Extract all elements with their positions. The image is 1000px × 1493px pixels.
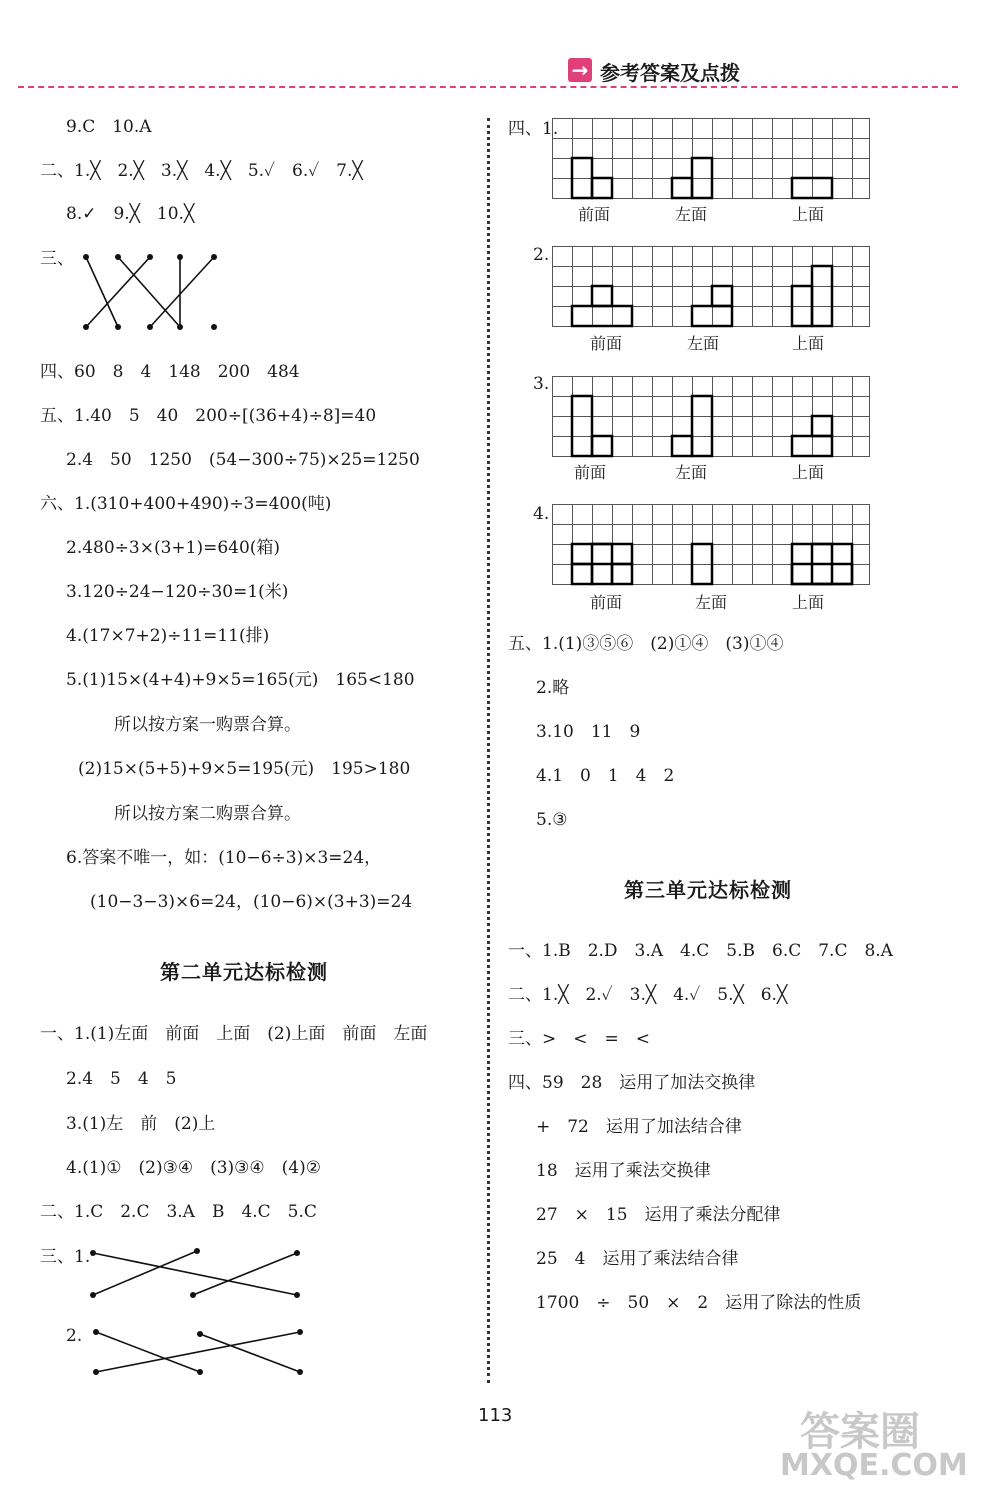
answer-line: (10−3−3)×6=24，(10−6)×(3+3)=24 <box>90 892 413 912</box>
answer-line: + 72 运用了加法结合律 <box>536 1117 742 1137</box>
answer-line: 四、60 8 4 148 200 484 <box>40 362 300 382</box>
answer-line: 2. <box>66 1326 83 1346</box>
answer-line: 一、1.(1)左面 前面 上面 (2)上面 前面 左面 <box>40 1024 428 1044</box>
answer-line: 二、1.C 2.C 3.A B 4.C 5.C <box>40 1202 317 1222</box>
view-label-left: 左面 <box>695 593 728 612</box>
answer-line: 25 4 运用了乘法结合律 <box>536 1249 739 1269</box>
page-number: 113 <box>478 1405 513 1426</box>
question-label: 四、1. <box>508 119 559 139</box>
answer-line: 2.略 <box>536 678 570 698</box>
view-label-front: 前面 <box>578 205 611 224</box>
view-label-left: 左面 <box>675 463 708 482</box>
header-title: 参考答案及点拨 <box>600 61 740 85</box>
answer-line: 8.✓ 9.╳ 10.╳ <box>66 204 195 224</box>
view-label-top: 上面 <box>792 205 825 224</box>
answer-line: 5.(1)15×(4+4)+9×5=165(元) 165<180 <box>66 670 415 690</box>
answer-line: 五、1.40 5 40 200÷[(36+4)÷8]=40 <box>40 406 377 426</box>
answer-line: 四、59 28 运用了加法交换律 <box>508 1073 756 1093</box>
view-grid-3 <box>552 376 872 458</box>
answer-line: 27 × 15 运用了乘法分配律 <box>536 1205 781 1225</box>
answer-line: 2.4 5 4 5 <box>66 1069 177 1089</box>
view-grid-2 <box>552 246 872 328</box>
answer-line: 二、1.╳ 2.╳ 3.╳ 4.╳ 5.✓ 6.✓ 7.╳ <box>40 161 363 181</box>
column-divider <box>487 118 490 1383</box>
answer-line: 所以按方案二购票合算。 <box>114 804 301 824</box>
answer-line: 三、 <box>40 249 74 269</box>
answer-line: 所以按方案一购票合算。 <box>114 715 301 735</box>
watermark-logo: 答案圈 <box>800 1409 920 1455</box>
matching-diagram <box>85 1245 310 1305</box>
unit3-title: 第三单元达标检测 <box>624 878 792 902</box>
view-grid-4 <box>552 504 872 586</box>
answer-line: 4.1 0 1 4 2 <box>536 766 675 786</box>
answer-line: 4.(17×7+2)÷11=11(排) <box>66 626 270 646</box>
answer-line: 6.答案不唯一，如：(10−6÷3)×3=24， <box>66 848 382 868</box>
view-label-top: 上面 <box>792 593 825 612</box>
answer-line: (2)15×(5+5)+9×5=195(元) 195>180 <box>78 759 411 779</box>
arrow-icon: → <box>568 58 592 82</box>
view-label-front: 前面 <box>590 593 623 612</box>
answer-line: 3.(1)左 前 (2)上 <box>66 1114 216 1134</box>
view-label-left: 左面 <box>675 205 708 224</box>
answer-line: 一、1.B 2.D 3.A 4.C 5.B 6.C 7.C 8.A <box>508 941 893 961</box>
answer-line: 2.4 50 1250 (54−300÷75)×25=1250 <box>66 450 420 470</box>
answer-line: 六、1.(310+400+490)÷3=400(吨) <box>40 494 332 514</box>
answer-line: 五、1.(1)③⑤⑥ (2)①④ (3)①④ <box>508 634 784 654</box>
answer-line: 1700 ÷ 50 × 2 运用了除法的性质 <box>536 1293 862 1313</box>
question-label: 3. <box>533 374 550 394</box>
view-label-left: 左面 <box>687 334 720 353</box>
answer-line: 4.(1)① (2)③④ (3)③④ (4)② <box>66 1158 321 1178</box>
answer-line: 2.480÷3×(3+1)=640(箱) <box>66 538 281 558</box>
view-label-front: 前面 <box>590 334 623 353</box>
answer-line: 3.10 11 9 <box>536 722 641 742</box>
answer-line: 二、1.╳ 2.✓ 3.╳ 4.✓ 5.╳ 6.╳ <box>508 985 788 1005</box>
answer-line: 18 运用了乘法交换律 <box>536 1161 711 1181</box>
view-label-top: 上面 <box>792 334 825 353</box>
question-label: 2. <box>533 245 550 265</box>
answer-line: 3.120÷24−120÷30=1(米) <box>66 582 289 602</box>
answer-line: 三、> < = < <box>508 1029 650 1049</box>
answer-line: 三、1. <box>40 1247 91 1267</box>
view-label-top: 上面 <box>792 463 825 482</box>
question-label: 4. <box>533 504 550 524</box>
header-divider <box>18 86 958 88</box>
matching-diagram <box>70 245 230 340</box>
view-grid-1 <box>552 118 872 200</box>
answer-line: 5.③ <box>536 810 568 830</box>
watermark-url: MXQE.COM <box>780 1448 968 1483</box>
view-label-front: 前面 <box>574 463 607 482</box>
matching-diagram <box>88 1322 313 1382</box>
unit2-title: 第二单元达标检测 <box>160 960 328 984</box>
answer-line: 9.C 10.A <box>66 117 152 137</box>
